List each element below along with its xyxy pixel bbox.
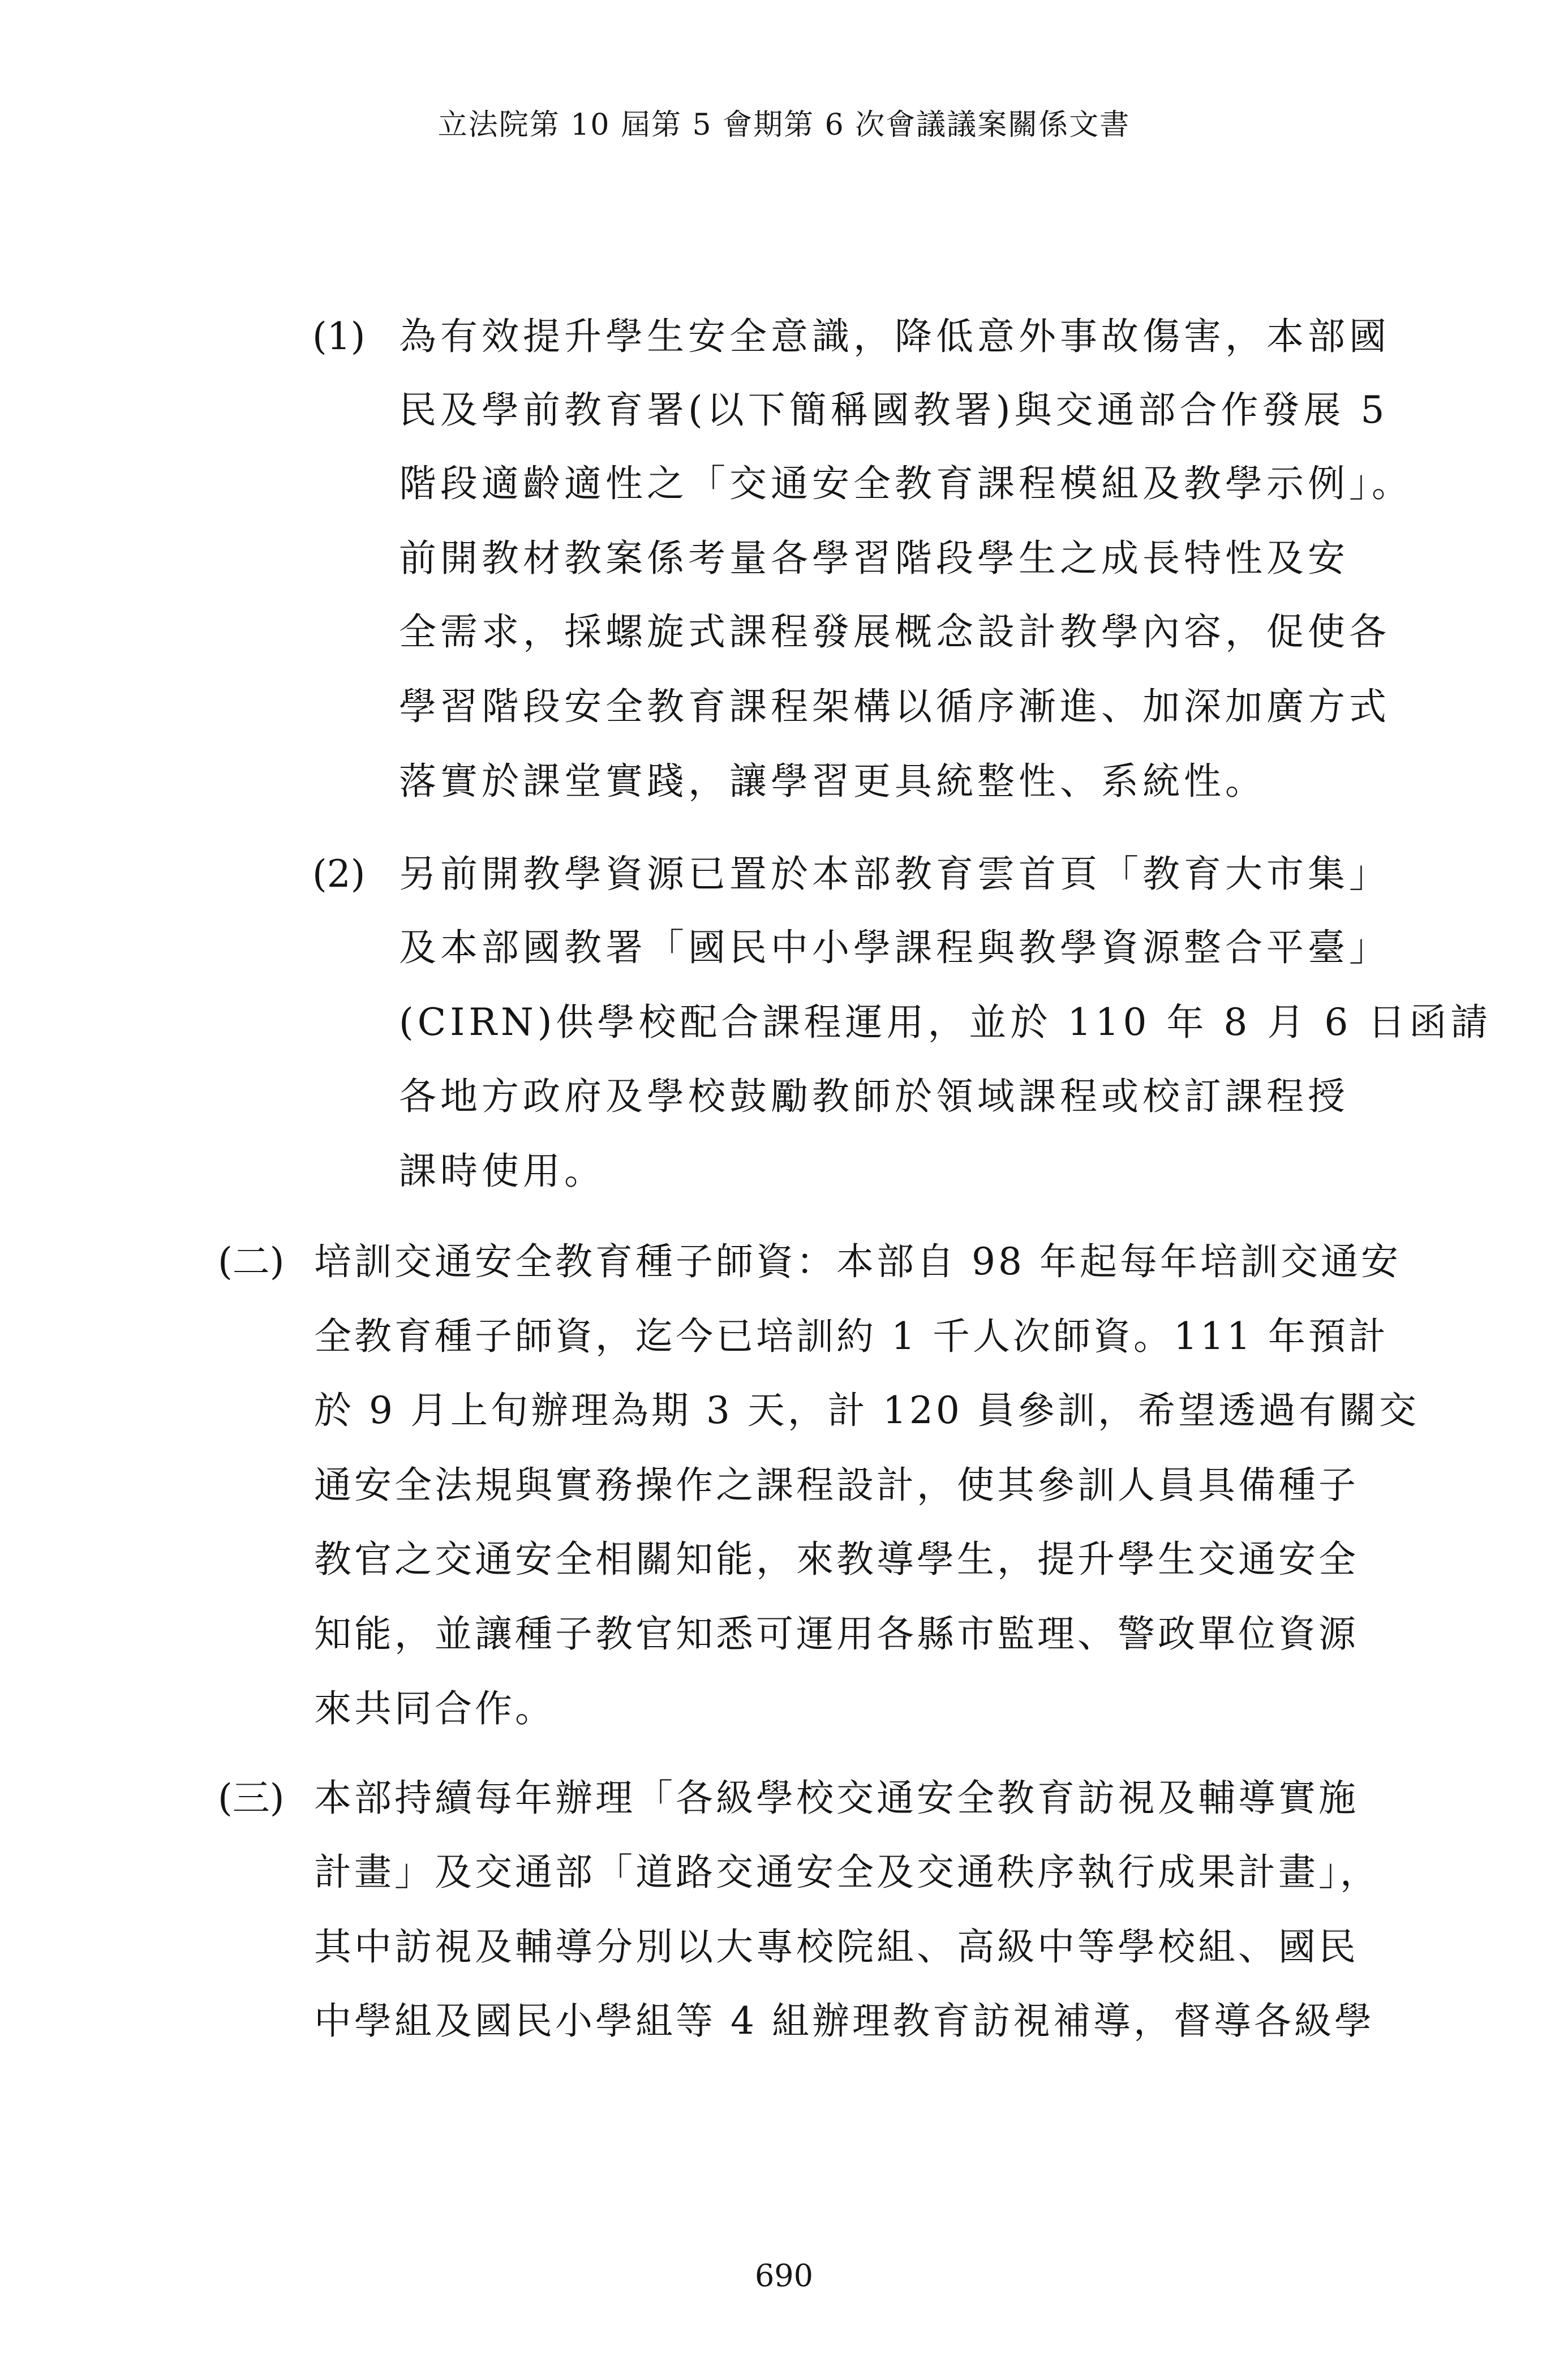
- item-three-line: 計畫」及交通部「道路交通安全及交通秩序執行成果計畫」，: [314, 1850, 1380, 1894]
- page-number: 690: [754, 2258, 814, 2293]
- item-three-line: 中學組及國民小學組等 4 組辦理教育訪視補導，督導各級學: [314, 1999, 1374, 2043]
- item-2-line: 及本部國教署「國民中小學課程與教學資源整合平臺」: [399, 926, 1390, 969]
- item-label-2: (2): [312, 852, 366, 896]
- item-1-line: 階段適齡適性之「交通安全教育課程模組及教學示例」。: [399, 462, 1413, 505]
- item-two-line: 全教育種子師資，迄今已培訓約 1 千人次師資。111 年預計: [314, 1314, 1389, 1358]
- item-2-line: (CIRN)供學校配合課程運用，並於 110 年 8 月 6 日函請: [399, 1000, 1492, 1044]
- item-label-two: (二): [218, 1240, 285, 1283]
- item-2-line: 課時使用。: [399, 1149, 605, 1193]
- item-2-line: 另前開教學資源已置於本部教育雲首頁「教育大市集」: [399, 852, 1390, 896]
- item-two-line: 通安全法規與實務操作之課程設計，使其參訓人員具備種子: [314, 1463, 1359, 1507]
- item-two-line: 知能，並讓種子教官知悉可運用各縣市監理、警政單位資源: [314, 1612, 1359, 1656]
- item-two-line: 培訓交通安全教育種子師資：本部自 98 年起每年培訓交通安: [314, 1240, 1401, 1283]
- item-label-three: (三): [218, 1776, 285, 1820]
- item-1-line: 落實於課堂實踐，讓學習更具統整性、系統性。: [399, 759, 1266, 803]
- item-label-1: (1): [312, 315, 366, 358]
- item-1-line: 全需求，採螺旋式課程發展概念設計教學內容，促使各: [399, 610, 1390, 654]
- item-1-line: 民及學前教育署(以下簡稱國教署)與交通部合作發展 5: [399, 388, 1389, 432]
- item-three-line: 其中訪視及輔導分別以大專校院組、高級中等學校組、國民: [314, 1925, 1359, 1969]
- item-two-line: 教官之交通安全相關知能，來教導學生，提升學生交通安全: [314, 1537, 1359, 1581]
- item-1-line: 學習階段安全教育課程架構以循序漸進、加深加廣方式: [399, 685, 1390, 728]
- item-two-line: 來共同合作。: [314, 1687, 555, 1730]
- item-three-line: 本部持續每年辦理「各級學校交通安全教育訪視及輔導實施: [314, 1776, 1359, 1820]
- item-two-line: 於 9 月上旬辦理為期 3 天，計 120 員參訓，希望透過有關交: [314, 1389, 1419, 1432]
- document-header: 立法院第 10 屆第 5 會期第 6 次會議議案關係文書: [437, 108, 1131, 142]
- item-1-line: 為有效提升學生安全意識，降低意外事故傷害，本部國: [399, 315, 1390, 358]
- item-2-line: 各地方政府及學校鼓勵教師於領域課程或校訂課程授: [399, 1075, 1349, 1118]
- item-1-line: 前開教材教案係考量各學習階段學生之成長特性及安: [399, 536, 1349, 580]
